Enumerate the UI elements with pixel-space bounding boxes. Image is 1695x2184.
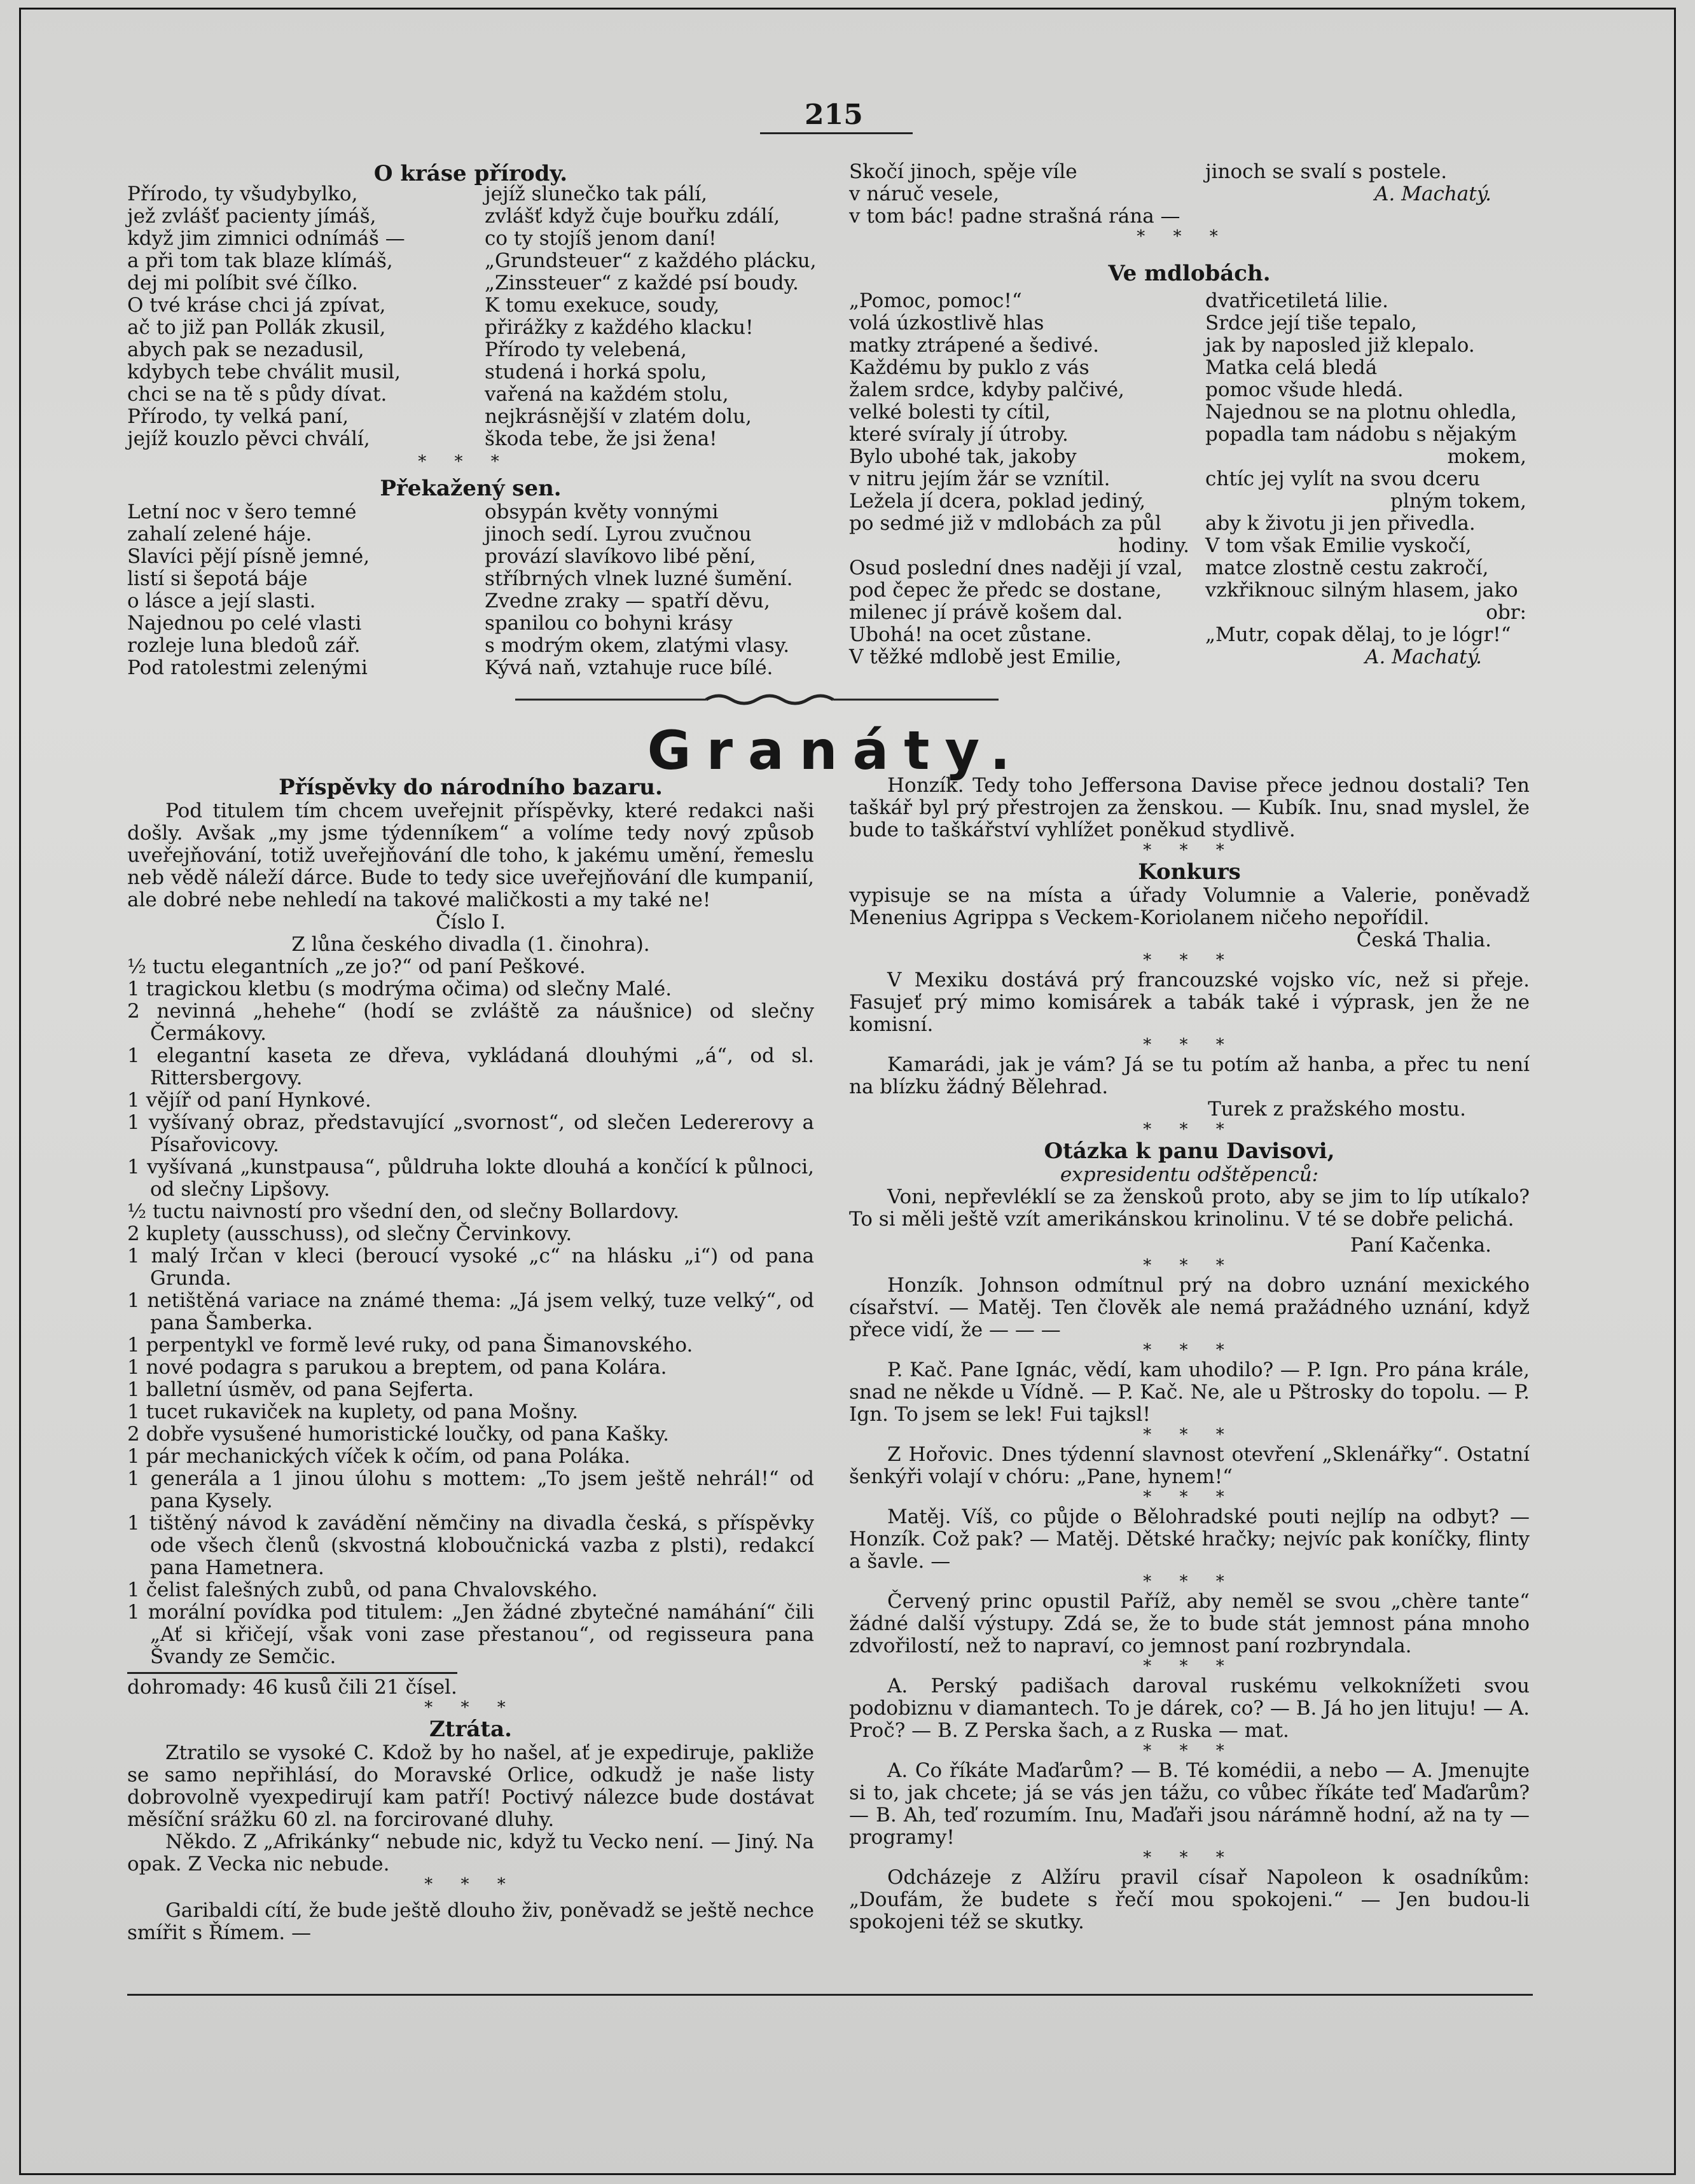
text-line: Bylo ubohé tak, jakoby: [849, 445, 1077, 468]
list-item: 1 tragickou kletbu (s modrýma očima) od slečny Malé.: [127, 978, 672, 1000]
horovic-text: Z Hořovic. Dnes týdenní slavnost otevření „Sklenářky“. Ostatní šenkýři volají v chóru: „Pane, hynem!“: [849, 1443, 1530, 1488]
stars-divider: * * *: [1137, 227, 1229, 246]
stars-divider: * * *: [424, 1698, 517, 1717]
text-line: rozleje luna bledoů zář.: [127, 634, 361, 657]
text-line: Zvedne zraky — spatří děvu,: [485, 590, 770, 612]
kac-ign-dialog: P. Kač. Pane Ignác, vědí, kam uhodilo? — P. Ign. Pro pána krále, snad ne někde u Vídně. — P. Kač. Ne, ale u Pštrosky do topolu. — P. Ign. To jsem se lek! Fui tajksl!: [849, 1358, 1530, 1426]
list-item: 1 balletní úsměv, od pana Sejferta.: [127, 1378, 474, 1401]
text-line: „Mutr, copak dělaj, to je lógr!“: [1205, 623, 1511, 646]
garibaldi-text: Garibaldi cítí, že bude ještě dlouho živ, poněvadž se ještě nechce smířit s Římem. —: [127, 1899, 814, 1944]
text-line: kdybych tebe chválit musil,: [127, 361, 401, 384]
bazar-list: [127, 956, 814, 1668]
page-number: 215: [805, 99, 863, 131]
stars-divider: * * *: [1143, 1341, 1236, 1360]
text-line: jak by naposled již klepalo.: [1205, 334, 1475, 357]
bazar-cislo: Číslo I.: [435, 911, 506, 934]
stars-divider: * * *: [424, 1875, 517, 1894]
text-line: když jim zimnici odnímáš —: [127, 227, 405, 250]
madari-dialog: A. Co říkáte Maďarům? — B. Té komédii, a nebo — A. Jmenujte si to, jak chcete; já se vás jen tážu, co vůbec říkáte teď Maďarům? — B. Ah, teď rozumím. Inu, Maďaři jsou nárámně hodní, až na ty — programy!: [849, 1759, 1530, 1849]
text-line: po sedmé již v mdlobách za půl: [849, 512, 1161, 535]
text-line: pod čepec že předc se dostane,: [849, 579, 1162, 602]
text-line: jinoch sedí. Lyrou zvučnou: [485, 523, 752, 546]
text-line: stříbrných vlnek luzné šumění.: [485, 567, 793, 590]
text-line: jinoch se svalí s postele.: [1205, 160, 1448, 183]
text-line: Každému by puklo z vás: [849, 356, 1090, 379]
list-item: ½ tuctu naivností pro všední den, od slečny Bollardovy.: [127, 1200, 680, 1223]
stars-divider: * * *: [418, 452, 511, 471]
stars-divider: * * *: [1143, 1572, 1236, 1591]
o-krase-title: O kráse přírody.: [373, 161, 568, 186]
stars-divider: * * *: [1143, 1488, 1236, 1507]
text-line: v tom bác! padne strašná rána —: [849, 205, 1180, 228]
text-line: volá úzkostlivě hlas: [849, 312, 1044, 335]
text-line: žalem srdce, kdyby palčivé,: [849, 378, 1124, 401]
text-line: jejíž kouzlo pěvci chválí,: [127, 427, 370, 450]
page-number-rule: [760, 132, 913, 134]
mdloby-col3: [849, 290, 1189, 668]
o-krase-col2: [485, 183, 822, 450]
list-item: 1 tištěný návod k zavádění němčiny na divadla česká, s příspěvky ode všech členů (skvostná kloboučnická vazba z plsti), redakcí pana Hametnera.: [127, 1512, 814, 1579]
text-line: Přírodo, ty všudybylko,: [127, 183, 358, 205]
text-line: listí si šepotá báje: [127, 567, 308, 590]
text-line: Najednou po celé vlasti: [127, 612, 362, 635]
text-line: Kývá naň, vztahuje ruce bílé.: [485, 656, 773, 679]
text-line: V těžké mdlobě jest Emilie,: [849, 646, 1122, 668]
text-line: v nitru jejím žár se vznítil.: [849, 467, 1110, 490]
text-line: hodiny.: [1118, 534, 1189, 557]
stars-divider: * * *: [1143, 1256, 1236, 1275]
text-line: Letní noc v šero temné: [127, 501, 357, 523]
konkurs-title: Konkurs: [1138, 859, 1241, 885]
top-right-col3: [849, 161, 1205, 228]
honzik-johnson: Honzík. Johnson odmítnul prý na dobro uznání mexického císařství. — Matěj. Ten člověk ale nemá pražádného uznání, když přece vidí, že — — —: [849, 1274, 1530, 1341]
prekazeny-col1: [127, 501, 464, 679]
list-item: ½ tuctu elegantních „ze jo?“ od paní Peškové.: [127, 955, 586, 978]
mdloby-title: Ve mdlobách.: [1108, 261, 1271, 286]
prekazeny-title: Překažený sen.: [380, 476, 562, 501]
bazar-intro: Pod titulem tím chcem uveřejnit příspěvky, které redakci naši došly. Avšak „my jsme týdenníkem“ a volíme tedy nový způsob uveřejňování, totiž uveřejňování dle toho, k jakému umění, řemeslu neb vědě náleží dárce. Bude to tedy sice uveřejňování dle kumpanií, ale dobré nebe nehledí na takové maličkosti a my také ne!: [127, 799, 814, 911]
ztrata-text: Ztratilo se vysoké C. Kdož by ho našel, ať je expediruje, pakliže se samo nepřihlásí, do Moravské Orlice, odkudž je naše listy dobrovolně vyexpedirují kam patří! Poctivý nálezce bude dostávat měsíční srážku 60 zl. na forcirované dluhy.: [127, 1741, 814, 1831]
mexiko-text: V Mexiku dostává prý francouzské vojsko víc, než si přeje. Fasujeť prý mimo komisárek a tabák také i výprask, jen že ne komisní.: [849, 969, 1530, 1036]
text-line: vzkřiknouc silným hlasem, jako: [1205, 579, 1518, 602]
matej-dialog: Matěj. Víš, co půjde o Bělohradské pouti nejlíp na odbyt? — Honzík. Což pak? — Matěj. Dětské hračky; nejvíc pak koníčky, flinty a šavle. —: [849, 1505, 1530, 1573]
stars-divider: * * *: [1143, 1657, 1236, 1676]
text-line: V tom však Emilie vyskočí,: [1205, 534, 1472, 557]
bazar-sum: dohromady: 46 kusů čili 21 čísel.: [127, 1672, 457, 1699]
stars-divider: * * *: [1143, 1425, 1236, 1444]
text-line: dej mi políbit své čílko.: [127, 272, 358, 294]
text-line: škoda tebe, že jsi žena!: [485, 427, 717, 450]
text-line: milenec jí právě košem dal.: [849, 601, 1123, 624]
otazka-subtitle: expresidentu odštěpenců:: [1060, 1163, 1319, 1186]
text-line: s modrým okem, zlatými vlasy.: [485, 634, 790, 657]
text-line: dvatřicetiletá lilie.: [1205, 289, 1389, 312]
list-item: 2 dobře vysušené humoristické loučky, od pana Kašky.: [127, 1423, 669, 1446]
text-line: provází slavíkovo libé pění,: [485, 545, 756, 568]
text-line: chci se na tě s půdy dívat.: [127, 383, 387, 406]
list-item: 1 malý Irčan v kleci (beroucí vysoké „c“ na hlásku „i“) od pana Grunda.: [127, 1245, 814, 1290]
list-item: 1 elegantní kaseta ze dřeva, vykládaná dlouhými „á“, od sl. Rittersbergovy.: [127, 1044, 814, 1089]
list-item: 1 tucet rukaviček na kuplety, od pana Mošny.: [127, 1400, 579, 1423]
text-line: Přírodo, ty velká paní,: [127, 405, 349, 428]
kamaradi-signature: Turek z pražského mostu.: [1208, 1098, 1466, 1121]
text-line: jež zvlášť pacienty jímáš,: [127, 205, 377, 228]
text-line: o lásce a její slasti.: [127, 590, 316, 612]
nekdo-text: Někdo. Z „Afrikánky“ nebude nic, když tu Vecko není. — Jiný. Na opak. Z Vecka nic nebude.: [127, 1830, 814, 1876]
text-line: Pod ratolestmi zelenými: [127, 656, 368, 679]
stars-divider: * * *: [1143, 1035, 1236, 1054]
text-line: velké bolesti ty cítil,: [849, 401, 1051, 424]
otazka-title: Otázka k panu Davisovi,: [1044, 1138, 1335, 1164]
text-line: a při tom tak blaze klímáš,: [127, 249, 393, 272]
text-line: matky ztrápené a šedivé.: [849, 334, 1099, 357]
stars-divider: * * *: [1143, 841, 1236, 860]
bazar-subtitle: Z lůna českého divadla (1. činohra).: [291, 933, 650, 956]
stars-divider: * * *: [1143, 1848, 1236, 1867]
list-item: 1 netištěná variace na známé thema: „Já jsem velký, tuze velký“, od pana Šamberka.: [127, 1289, 814, 1334]
text-line: nejkrásnější v zlatém dolu,: [485, 405, 752, 428]
text-line: zvlášť když čuje bouřku zdálí,: [485, 205, 780, 228]
mdloby-col4: [1205, 290, 1526, 668]
text-line: mokem,: [1447, 445, 1526, 468]
list-item: 1 vyšívaný obraz, představující „svornost“, od slečen Ledererovy a Písařovicovy.: [127, 1111, 814, 1156]
otazka-text: Voni, nepřevléklí se za ženskoů proto, aby se jim to líp utíkalo? To si měli ještě vzít amerikánskou krinolinu. V té se dobře pelichá.: [849, 1185, 1530, 1231]
text-line: Skočí jinoch, spěje víle: [849, 160, 1077, 183]
text-line: vařená na každém stolu,: [485, 383, 729, 406]
right-column: [849, 775, 1530, 1933]
text-line: Matka celá bledá: [1205, 356, 1378, 379]
text-line: O tvé kráse chci já zpívat,: [127, 294, 386, 317]
text-line: „Pomoc, pomoc!“: [849, 289, 1022, 312]
list-item: 2 kuplety (ausschuss), od slečny Červinkovy.: [127, 1222, 572, 1245]
text-line: plným tokem,: [1390, 490, 1526, 513]
text-line: přirážky z každého klacku!: [485, 316, 754, 339]
stars-divider: * * *: [1143, 951, 1236, 970]
list-item: 1 generála a 1 jinou úlohu s mottem: „To jsem ještě nehrál!“ od pana Kysely.: [127, 1467, 814, 1512]
text-line: Ubohá! na ocet zůstane.: [849, 623, 1092, 646]
alzir-text: Odcházeje z Alžíru pravil císař Napoleon k osadníkům: „Doufám, že budete s řečí mou spokojeni.“ — Jen budou-li spokojeni též se skutky.: [849, 1866, 1530, 1933]
ztrata-title: Ztráta.: [429, 1717, 513, 1742]
text-line: zahalí zelené háje.: [127, 523, 312, 546]
persky-dialog: A. Perský padišach daroval ruskému velkoknížeti svou podobiznu v diamantech. To je dárek, co? — B. Já ho jen lituju! — A. Proč? — B. Z Perska šach, a z Ruska — mat.: [849, 1675, 1530, 1742]
text-line: chtíc jej vylít na svou dceru: [1205, 467, 1481, 490]
otazka-signature: Paní Kačenka.: [1350, 1234, 1491, 1257]
text-line: studená i horká spolu,: [485, 361, 707, 384]
text-line: Přírodo ty velebená,: [485, 338, 687, 361]
signature-machaty-2: A. Machatý.: [1365, 646, 1482, 668]
text-line: abych pak se nezadusil,: [127, 338, 364, 361]
text-line: popadla tam nádobu s nějakým: [1205, 423, 1517, 446]
prekazeny-col2: [485, 501, 822, 679]
honzik-davis: Honzík. Tedy toho Jeffersona Davise přece jednou dostali? Ten taškář byl prý přestrojen za ženskou. — Kubík. Inu, snad myslel, že bude to taškářství vyhlížet poněkud stydlivě.: [849, 774, 1530, 841]
granaty-masthead: Granáty.: [647, 719, 1026, 782]
o-krase-col1: [127, 183, 464, 450]
text-line: co ty stojíš jenom daní!: [485, 227, 717, 250]
text-line: aby k životu ji jen přivedla.: [1205, 512, 1476, 535]
text-line: obr:: [1486, 601, 1526, 624]
text-line: jejíž slunečko tak pálí,: [485, 183, 708, 205]
text-line: v náruč vesele,: [849, 183, 1000, 205]
text-line: Slavíci pějí písně jemné,: [127, 545, 370, 568]
list-item: 1 čelist falešných zubů, od pana Chvalovského.: [127, 1579, 598, 1601]
text-line: Srdce její tiše tepalo,: [1205, 312, 1417, 335]
text-line: Najednou se na plotnu ohledla,: [1205, 401, 1517, 424]
text-line: Osud poslední dnes naději jí vzal,: [849, 556, 1183, 579]
text-line: „Grundsteuer“ z každého plácku,: [485, 249, 817, 272]
stars-divider: * * *: [1143, 1120, 1236, 1139]
bottom-rule: [127, 1994, 1533, 1996]
text-line: které svíraly jí útroby.: [849, 423, 1069, 446]
text-line: „Zinssteuer“ z každé psí boudy.: [485, 272, 799, 294]
list-item: 1 morální povídka pod titulem: „Jen žádné zbytečné namáhání“ čili „Ať si křičejí, však voni zase přestanou“, od regisseura pana Švandy ze Semčic.: [127, 1601, 814, 1668]
princ-text: Červený princ opustil Paříž, aby neměl se svou „chère tante“ žádné další výstupy. Zdá se, že to bude stát jemnost pána mnoho zdvořilostí, než to napraví, co jemnost paní rozbryndala.: [849, 1590, 1530, 1657]
bazar-section: [127, 775, 814, 1944]
text-line: ač to již pan Pollák zkusil,: [127, 316, 386, 339]
list-item: 1 perpentykl ve formě levé ruky, od pana Šimanovského.: [127, 1334, 693, 1357]
text-line: obsypán květy vonnými: [485, 501, 719, 523]
ornament-divider: [515, 692, 999, 707]
list-item: 2 nevinná „hehehe“ (hodí se zvláště za náušnice) od slečny Čermákovy.: [127, 1000, 814, 1045]
list-item: 1 vějíř od paní Hynkové.: [127, 1089, 371, 1112]
list-item: 1 pár mechanických víček k očím, od pana Poláka.: [127, 1445, 631, 1468]
signature-machaty-1: A. Machatý.: [1374, 183, 1491, 205]
top-right-col4: [1205, 161, 1536, 205]
text-line: spanilou co bohyni krásy: [485, 612, 733, 635]
text-line: matce zlostně cestu zakročí,: [1205, 556, 1489, 579]
list-item: 1 nové podagra s parukou a breptem, od pana Kolára.: [127, 1356, 667, 1379]
konkurs-text: vypisuje se na místa a úřady Volumnie a Valerie, poněvadž Menenius Agrippa s Veckem-Koriolanem ničeho nepořídil.: [849, 884, 1530, 929]
bazar-title: Příspěvky do národního bazaru.: [279, 775, 663, 800]
text-line: pomoc všude hledá.: [1205, 378, 1404, 401]
kamaradi-text: Kamarádi, jak je vám? Já se tu potím až hanba, a přec tu není na blízku žádný Bělehrad.: [849, 1053, 1530, 1098]
text-line: K tomu exekuce, soudy,: [485, 294, 720, 317]
konkurs-signature: Česká Thalia.: [1356, 929, 1491, 951]
text-line: Ležela jí dcera, poklad jediný,: [849, 490, 1146, 513]
list-item: 1 vyšívaná „kunstpausa“, půldruha lokte dlouhá a končící k půlnoci, od slečny Lipšovy.: [127, 1156, 814, 1201]
stars-divider: * * *: [1143, 1741, 1236, 1760]
